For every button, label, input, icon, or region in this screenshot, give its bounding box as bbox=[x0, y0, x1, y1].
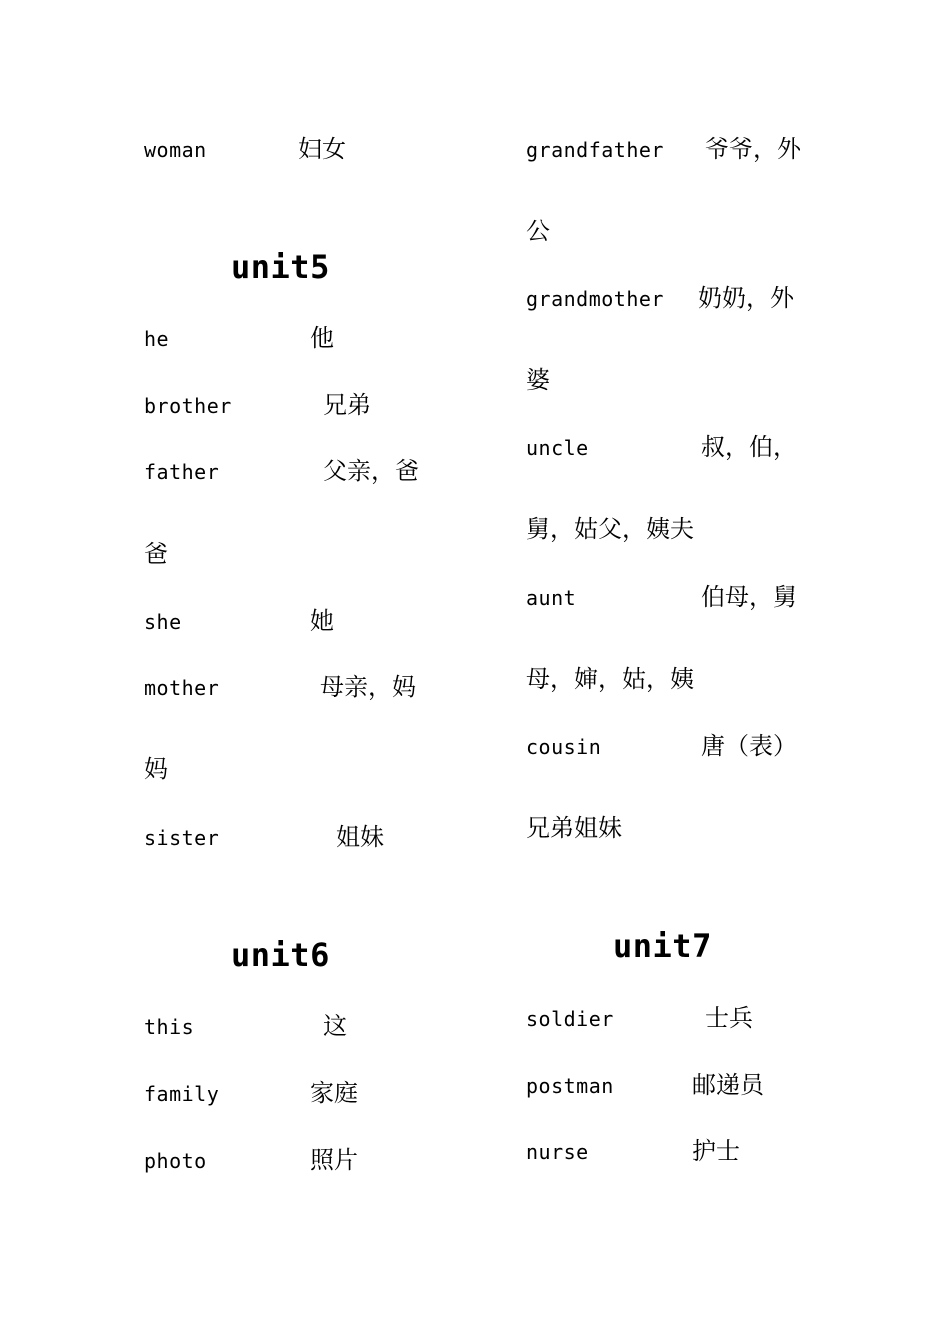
word-sister: sister bbox=[144, 826, 220, 850]
meaning-grandfather: 爷爷，外 bbox=[705, 135, 801, 163]
meaning-postman: 邮递员 bbox=[692, 1071, 764, 1099]
meaning-uncle: 叔，伯， bbox=[701, 433, 797, 461]
word-nurse: nurse bbox=[526, 1140, 589, 1164]
word-family: family bbox=[144, 1082, 220, 1106]
meaning-photo: 照片 bbox=[310, 1146, 358, 1174]
meaning-cousin: 唐（表） bbox=[701, 732, 797, 760]
meaning-father-cont: 爸 bbox=[144, 540, 168, 568]
word-aunt: aunt bbox=[526, 586, 577, 610]
meaning-nurse: 护士 bbox=[692, 1137, 740, 1165]
word-uncle: uncle bbox=[526, 436, 589, 460]
meaning-woman: 妇女 bbox=[298, 135, 346, 163]
meaning-family: 家庭 bbox=[310, 1079, 358, 1107]
word-postman: postman bbox=[526, 1074, 614, 1098]
meaning-aunt: 伯母，舅 bbox=[701, 583, 797, 611]
word-this: this bbox=[144, 1015, 195, 1039]
word-woman: woman bbox=[144, 138, 207, 162]
meaning-she: 她 bbox=[310, 607, 334, 635]
meaning-father: 父亲，爸 bbox=[323, 457, 419, 485]
meaning-this: 这 bbox=[323, 1012, 347, 1040]
meaning-cousin-cont: 兄弟姐妹 bbox=[526, 814, 622, 842]
unit7-heading: unit7 bbox=[613, 927, 712, 965]
meaning-grandmother: 奶奶，外 bbox=[698, 284, 794, 312]
meaning-mother-cont: 妈 bbox=[144, 755, 168, 783]
word-he: he bbox=[144, 327, 170, 351]
meaning-grandfather-cont: 公 bbox=[526, 217, 550, 245]
word-grandfather: grandfather bbox=[526, 138, 664, 162]
word-brother: brother bbox=[144, 394, 232, 418]
meaning-mother: 母亲，妈 bbox=[320, 673, 416, 701]
meaning-he: 他 bbox=[310, 324, 334, 352]
unit6-heading: unit6 bbox=[231, 936, 330, 974]
word-she: she bbox=[144, 610, 182, 634]
word-grandmother: grandmother bbox=[526, 287, 664, 311]
meaning-brother: 兄弟 bbox=[323, 391, 371, 419]
meaning-soldier: 士兵 bbox=[705, 1004, 753, 1032]
meaning-uncle-cont: 舅，姑父，姨夫 bbox=[526, 515, 694, 543]
word-mother: mother bbox=[144, 676, 220, 700]
word-cousin: cousin bbox=[526, 735, 602, 759]
meaning-grandmother-cont: 婆 bbox=[526, 366, 550, 394]
meaning-aunt-cont: 母，婶，姑，姨 bbox=[526, 665, 694, 693]
meaning-sister: 姐妹 bbox=[336, 823, 384, 851]
unit5-heading: unit5 bbox=[231, 248, 330, 286]
word-father: father bbox=[144, 460, 220, 484]
word-soldier: soldier bbox=[526, 1007, 614, 1031]
word-photo: photo bbox=[144, 1149, 207, 1173]
